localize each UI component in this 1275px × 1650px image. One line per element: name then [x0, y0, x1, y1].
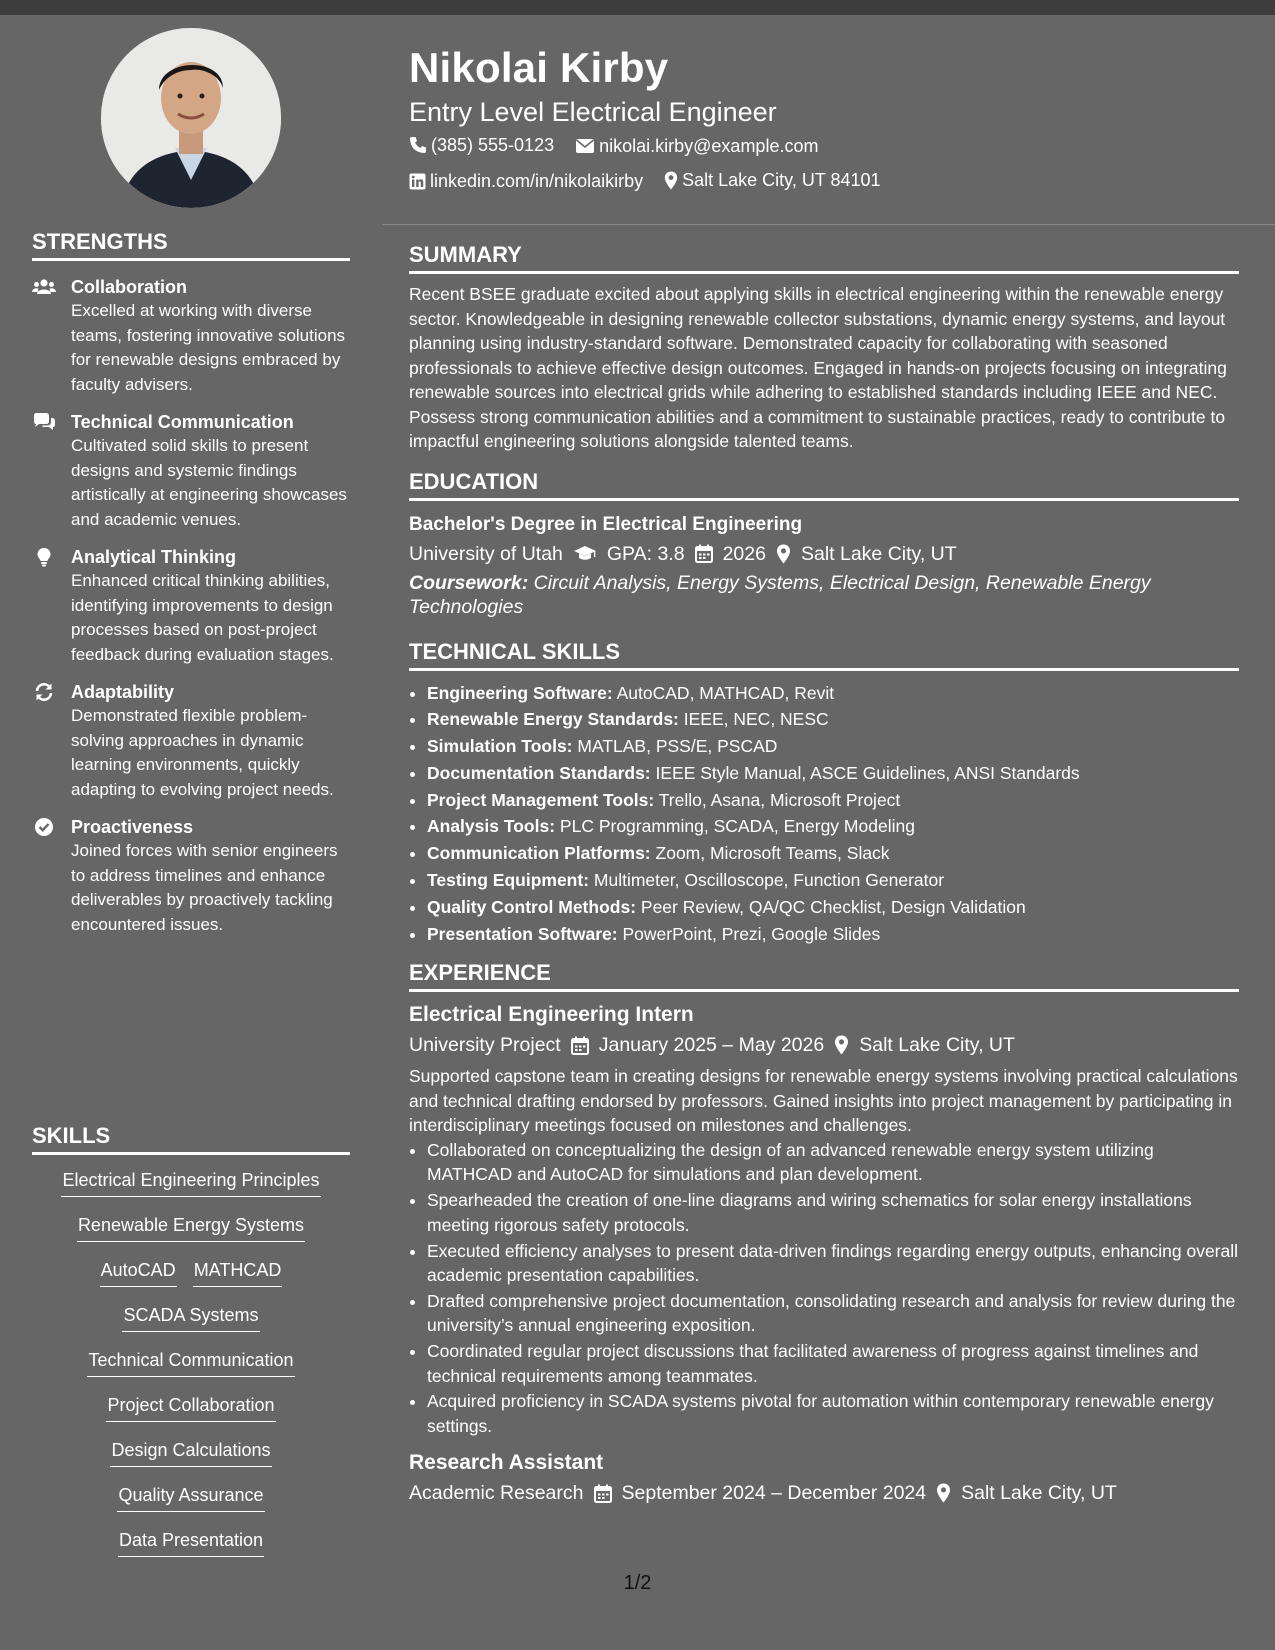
- job-dates: January 2025 – May 2026: [598, 1034, 825, 1057]
- list-item: • Drafted comprehensive project documentation, consolidating research and analysis for review during the university’s annual engineering exposition.: [427, 1289, 1239, 1338]
- list-item: • Communication Platforms: Zoom, Microsoft Teams, Slack: [427, 840, 1239, 867]
- list-item: • Documentation Standards: IEEE Style Manual, ASCE Guidelines, ANSI Standards: [427, 760, 1239, 787]
- list-item: • Coordinated regular project discussions that facilitated awareness of progress against timelines and technical requirements among teammates.: [427, 1339, 1239, 1388]
- strength-title: Technical Communication: [71, 412, 294, 432]
- degree-title: Bachelor's Degree in Electrical Engineering: [409, 513, 803, 535]
- users-icon: [32, 277, 56, 297]
- strength-title: Proactiveness: [71, 817, 194, 837]
- top-bar: [0, 0, 1275, 15]
- coursework-list: Circuit Analysis, Energy Systems, Electrical Design, Renewable Energy Technologies: [409, 571, 1151, 618]
- strength-desc: Demonstrated flexible problem-solving approaches in dynamic learning environments, quickly adapting to evolving project needs.: [71, 706, 334, 799]
- skill-tag: Electrical Engineering Principles: [61, 1168, 320, 1197]
- list-item: • Presentation Software: PowerPoint, Prezi, Google Slides: [427, 921, 1239, 948]
- linkedin-icon: [409, 173, 426, 190]
- map-marker-icon: [664, 171, 678, 190]
- list-item: • Engineering Software: AutoCAD, MATHCAD, Revit: [427, 680, 1239, 707]
- strength-item: [32, 815, 350, 937]
- strength-item: [32, 680, 350, 802]
- strength-item: [32, 545, 350, 667]
- list-item: • Executed efficiency analyses to present data-driven findings regarding energy outputs, enhancing overall academic presentation capabilities.: [427, 1239, 1239, 1288]
- calendar-icon: [594, 1484, 612, 1503]
- job-role: Research Assistant: [409, 1451, 604, 1475]
- skills-section: [32, 1123, 350, 1568]
- skill-tag: Technical Communication: [87, 1348, 294, 1377]
- job-location: Salt Lake City, UT: [961, 1482, 1117, 1505]
- gpa-text: GPA: 3.8: [606, 542, 685, 565]
- job-title: Entry Level Electrical Engineer: [409, 97, 777, 127]
- list-item: • Project Management Tools: Trello, Asana, Microsoft Project: [427, 787, 1239, 814]
- skill-tag: Renewable Energy Systems: [77, 1213, 305, 1242]
- skills-heading: SKILLS: [32, 1123, 350, 1155]
- strength-item: [32, 275, 350, 397]
- resume-header: [409, 42, 1249, 200]
- graduation-year: 2026: [722, 542, 766, 565]
- list-item: • Analysis Tools: PLC Programming, SCADA, Energy Modeling: [427, 813, 1239, 840]
- job-summary: Supported capstone team in creating designs for renewable energy systems involving practical calculations and technical drafting endorsed by professors. Gained insights into project management by participating in interdisciplinary meetings focused on milestones and challenges.: [409, 1066, 1238, 1136]
- envelope-icon: [575, 138, 595, 154]
- summary-text: Recent BSEE graduate excited about applying skills in electrical engineering within the renewable energy sector. Knowledgeable in designing renewable collector substations, dynamic energy systems, and layout planning using industry-standard software. Demonstrated capacity for collaborating with seasoned professionals to achieve effective design outcomes. Engaged in hands-on projects focusing on integrating renewable sources into electrical grids while adhering to established standards including IEEE and NEC. Possess strong communication abilities and a commitment to sustainable practices, ready to contribute to impactful engineering solutions alongside talented teams.: [409, 284, 1227, 451]
- list-item: • Collaborated on conceptualizing the design of an advanced renewable energy system utilizing MATHCAD and AutoCAD for simulations and plan development.: [427, 1138, 1239, 1187]
- list-item: • Renewable Energy Standards: IEEE, NEC, NESC: [427, 706, 1239, 733]
- page-number: 1/2: [623, 1572, 652, 1594]
- header-divider: [383, 224, 1275, 225]
- strength-desc: Enhanced critical thinking abilities, identifying improvements to design processes based on post-project feedback during evaluation stages.: [71, 571, 334, 664]
- skill-tag: MATHCAD: [193, 1258, 283, 1287]
- strength-desc: Cultivated solid skills to present designs and systemic findings artistically at engineering showcases and academic venues.: [71, 436, 347, 529]
- job-location: Salt Lake City, UT: [859, 1034, 1015, 1057]
- skill-tag: Data Presentation: [118, 1528, 264, 1557]
- sidebar: [0, 15, 383, 1650]
- main-content: [409, 242, 1239, 1508]
- sync-icon: [32, 682, 56, 702]
- strength-item: [32, 410, 350, 532]
- profile-photo: [101, 28, 281, 208]
- calendar-icon: [571, 1036, 589, 1055]
- location-text: Salt Lake City, UT 84101: [682, 170, 881, 190]
- skill-list: [32, 1163, 350, 1568]
- strengths-heading: STRENGTHS: [32, 229, 350, 261]
- strength-title: Collaboration: [71, 277, 187, 297]
- list-item: • Simulation Tools: MATLAB, PSS/E, PSCAD: [427, 733, 1239, 760]
- skill-tag: Project Collaboration: [106, 1393, 275, 1422]
- map-marker-icon: [776, 544, 791, 564]
- email-link[interactable]: nikolai.kirby@example.com: [599, 136, 819, 156]
- contact-row: [409, 129, 1249, 164]
- linkedin-link[interactable]: linkedin.com/in/nikolaikirby: [430, 171, 644, 191]
- summary-heading: SUMMARY: [409, 242, 1239, 274]
- experience-heading: EXPERIENCE: [409, 960, 1239, 992]
- person-portrait-icon: [101, 28, 281, 208]
- candidate-name: Nikolai Kirby: [409, 44, 669, 91]
- job-org: Academic Research: [409, 1482, 584, 1505]
- lightbulb-icon: [32, 547, 56, 567]
- phone-number[interactable]: (385) 555-0123: [431, 135, 555, 155]
- strengths-section: [32, 229, 350, 937]
- list-item: • Quality Control Methods: Peer Review, QA/QC Checklist, Design Validation: [427, 894, 1239, 921]
- skill-tag: AutoCAD: [100, 1258, 177, 1287]
- list-item: • Acquired proficiency in SCADA systems pivotal for automation within contemporary renewable energy settings.: [427, 1389, 1239, 1438]
- skill-tag: Design Calculations: [110, 1438, 271, 1467]
- job-meta: [409, 1030, 1239, 1060]
- school-location: Salt Lake City, UT: [800, 542, 957, 565]
- map-marker-icon: [936, 1483, 951, 1503]
- job-bullets: [409, 1138, 1239, 1438]
- coursework: [409, 571, 1239, 619]
- job-org: University Project: [409, 1034, 561, 1057]
- job-role: Electrical Engineering Intern: [409, 1003, 694, 1027]
- contact-row: [409, 164, 1249, 200]
- comments-icon: [32, 412, 56, 432]
- strength-title: Adaptability: [71, 682, 175, 702]
- list-item: • Spearheaded the creation of one-line diagrams and wiring schematics for solar energy installations meeting rigorous safety protocols.: [427, 1188, 1239, 1237]
- strength-desc: Joined forces with senior engineers to address timelines and enhance deliverables by proactively tackling encountered issues.: [71, 841, 338, 934]
- map-marker-icon: [834, 1035, 849, 1055]
- job-meta: [409, 1478, 1239, 1508]
- education-meta: [409, 539, 1239, 569]
- phone-icon: [409, 136, 427, 154]
- list-item: • Testing Equipment: Multimeter, Oscilloscope, Function Generator: [427, 867, 1239, 894]
- job-dates: September 2024 – December 2024: [621, 1482, 927, 1505]
- skill-tag: Quality Assurance: [117, 1483, 264, 1512]
- strength-desc: Excelled at working with diverse teams, fostering innovative solutions for renewable designs embraced by faculty advisers.: [71, 301, 346, 394]
- school-name: University of Utah: [409, 542, 563, 565]
- coursework-label: Coursework:: [409, 571, 529, 594]
- check-circle-icon: [32, 817, 56, 837]
- strength-title: Analytical Thinking: [71, 547, 237, 567]
- calendar-icon: [695, 544, 713, 563]
- graduation-cap-icon: [573, 545, 597, 563]
- technical-skills-list: [409, 680, 1239, 948]
- skill-tag: SCADA Systems: [122, 1303, 259, 1332]
- education-heading: EDUCATION: [409, 469, 1239, 501]
- technical-skills-heading: TECHNICAL SKILLS: [409, 639, 1239, 671]
